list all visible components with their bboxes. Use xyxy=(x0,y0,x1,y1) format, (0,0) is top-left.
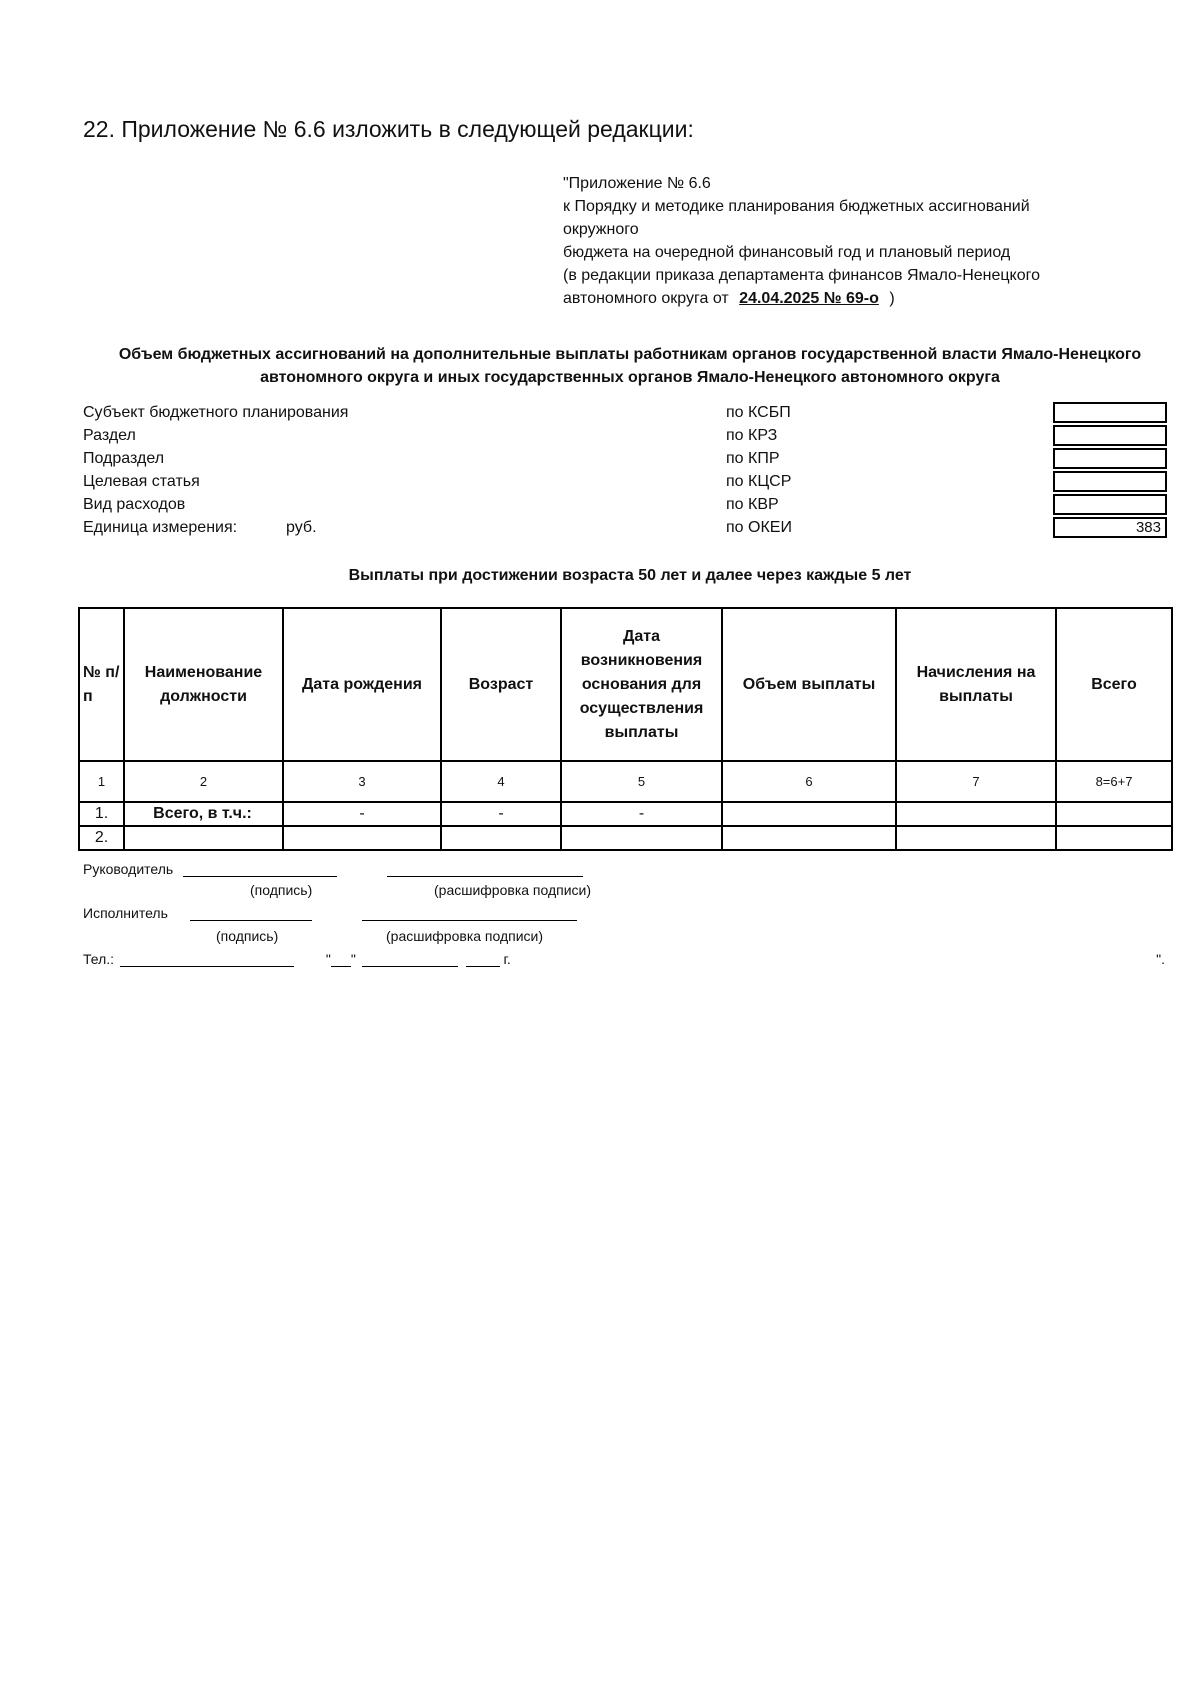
column-header: Наименование должности xyxy=(124,608,283,761)
column-header: № п/п xyxy=(79,608,124,761)
table-subtitle: Выплаты при достижении возраста 50 лет и далее через каждые 5 лет xyxy=(348,567,912,584)
amendment-heading: 22. Приложение № 6.6 изложить в следующей редакции: xyxy=(83,116,694,142)
appendix-line-4: бюджета на очередной финансовый год и плановый период xyxy=(563,244,1011,261)
meta-row-expense-type xyxy=(83,494,1173,517)
executor-signature-blank xyxy=(190,906,312,921)
day-blank xyxy=(331,952,351,967)
column-header: Дата возникновения основания для осуществления выплаты xyxy=(561,608,722,761)
head-decode-blank xyxy=(387,862,583,877)
head-decode-caption: (расшифровка подписи) xyxy=(434,882,592,898)
meta-label: Единица измерения: xyxy=(83,519,238,536)
meta-row-target-article xyxy=(83,471,1173,494)
table-cell xyxy=(722,826,896,850)
appendix-line-6-prefix: автономного округа от xyxy=(563,290,729,307)
column-number-row xyxy=(79,761,1172,802)
table-cell xyxy=(896,802,1056,826)
month-blank xyxy=(362,952,458,967)
column-number: 4 xyxy=(441,761,561,802)
table-cell xyxy=(722,802,896,826)
payments-table xyxy=(78,607,1173,851)
meta-label: Вид расходов xyxy=(83,496,186,513)
table-cell: Всего, в т.ч.: xyxy=(124,802,283,826)
document-title: Объем бюджетных ассигнований на дополнительные выплаты работникам органов государственной власти Ямало-Ненецкого автономного округа и иных государственных органов Ямало-Ненецкого автономного округа xyxy=(118,346,1142,386)
appendix-line-3: окружного xyxy=(563,221,639,238)
appendix-line-1: "Приложение № 6.6 xyxy=(563,175,711,192)
executor-decode-caption: (расшифровка подписи) xyxy=(386,928,544,944)
meta-row-subject xyxy=(83,402,1173,425)
table-cell xyxy=(441,826,561,850)
meta-row-section xyxy=(83,425,1173,448)
date-close-quote: " xyxy=(350,951,356,967)
table-cell xyxy=(1056,826,1172,850)
head-signature-line xyxy=(83,861,583,877)
meta-unit: руб. xyxy=(286,519,317,536)
executor-signature-caption: (подпись) xyxy=(216,928,279,944)
column-header: Возраст xyxy=(441,608,561,761)
table-cell: - xyxy=(283,802,441,826)
table-cell xyxy=(1056,802,1172,826)
head-signature-caption: (подпись) xyxy=(250,882,313,898)
table-cell xyxy=(283,826,441,850)
table-cell xyxy=(561,826,722,850)
meta-label: Целевая статья xyxy=(83,473,200,490)
appendix-header-block xyxy=(563,172,1040,310)
table-cell: - xyxy=(441,802,561,826)
column-number: 8=6+7 xyxy=(1056,761,1172,802)
classification-block xyxy=(83,402,1173,542)
column-number: 2 xyxy=(124,761,283,802)
table-cell: 2. xyxy=(79,826,124,850)
phone-date-line xyxy=(83,951,1173,967)
meta-value-box xyxy=(1053,448,1167,469)
column-number: 1 xyxy=(79,761,124,802)
meta-code: по КПР xyxy=(726,450,780,467)
column-header: Начисления на выплаты xyxy=(896,608,1056,761)
meta-code: по КЦСР xyxy=(726,473,792,490)
meta-label: Подраздел xyxy=(83,450,165,467)
column-number: 6 xyxy=(722,761,896,802)
meta-value-box: 383 xyxy=(1053,517,1167,538)
appendix-line-6-suffix: ) xyxy=(889,290,895,307)
year-suffix: г. xyxy=(503,951,511,967)
executor-decode-blank xyxy=(362,906,577,921)
appendix-line-6 xyxy=(563,287,1040,310)
meta-row-subsection xyxy=(83,448,1173,471)
appendix-line-5: (в редакции приказа департамента финансов Ямало-Ненецкого xyxy=(563,267,1041,284)
executor-signature-line xyxy=(83,905,577,921)
column-number: 3 xyxy=(283,761,441,802)
table-cell: - xyxy=(561,802,722,826)
executor-label: Исполнитель xyxy=(83,905,168,921)
phone-label: Тел.: xyxy=(83,951,115,967)
meta-value-box xyxy=(1053,471,1167,492)
meta-code: по ОКЕИ xyxy=(726,519,792,536)
column-header: Всего xyxy=(1056,608,1172,761)
column-header: Объем выплаты xyxy=(722,608,896,761)
appendix-line-2: к Порядку и методике планирования бюджетных ассигнований xyxy=(563,198,1030,215)
year-blank xyxy=(466,952,500,967)
meta-value-box xyxy=(1053,402,1167,423)
table-cell: 1. xyxy=(79,802,124,826)
column-number: 5 xyxy=(561,761,722,802)
table-cell xyxy=(896,826,1056,850)
table-row xyxy=(79,826,1172,850)
column-number: 7 xyxy=(896,761,1056,802)
meta-label: Субъект бюджетного планирования xyxy=(83,404,349,421)
phone-blank xyxy=(120,952,294,967)
meta-code: по КРЗ xyxy=(726,427,778,444)
meta-code: по КВР xyxy=(726,496,779,513)
order-reference: 24.04.2025 № 69-о xyxy=(739,290,879,307)
meta-value-box xyxy=(1053,425,1167,446)
meta-value-box xyxy=(1053,494,1167,515)
head-label: Руководитель xyxy=(83,861,174,877)
closing-quote: ". xyxy=(1156,951,1165,967)
table-row xyxy=(79,802,1172,826)
table-cell xyxy=(124,826,283,850)
column-header: Дата рождения xyxy=(283,608,441,761)
meta-row-unit xyxy=(83,517,1173,540)
head-signature-blank xyxy=(183,862,337,877)
meta-code: по КСБП xyxy=(726,404,791,421)
table-header-row xyxy=(79,608,1172,761)
meta-label: Раздел xyxy=(83,427,136,444)
date-open-quote: " xyxy=(325,951,331,967)
